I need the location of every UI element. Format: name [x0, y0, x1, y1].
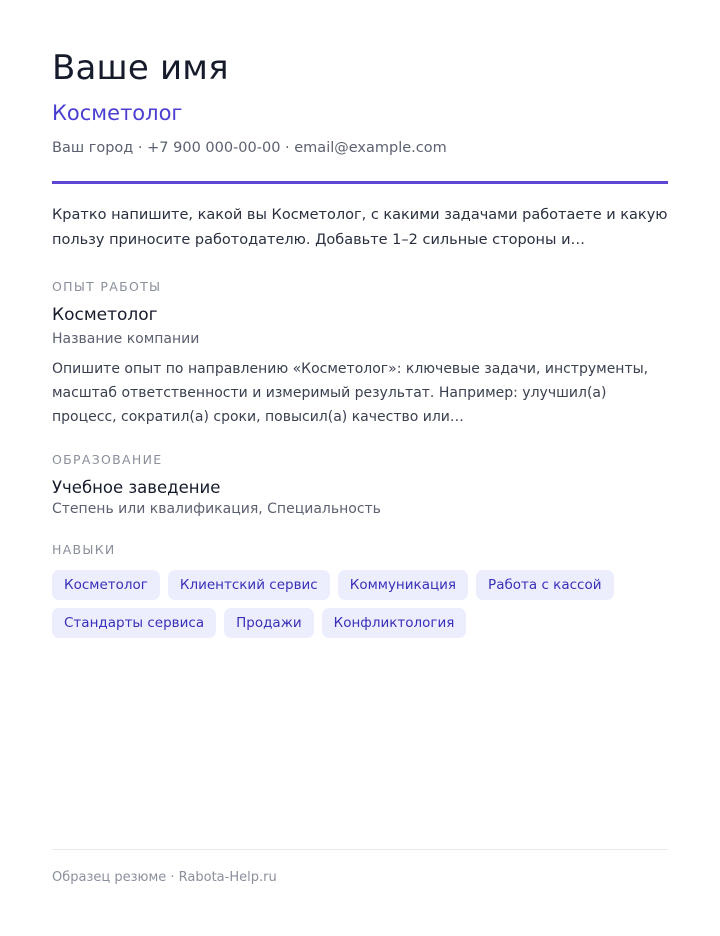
skill-chip: Продажи	[224, 608, 314, 638]
header-divider	[52, 181, 668, 184]
job-title: Косметолог	[52, 305, 158, 325]
skill-chip: Коммуникация	[338, 570, 468, 600]
skill-chip: Работа с кассой	[476, 570, 613, 600]
education-institution: Учебное заведение	[52, 478, 221, 497]
company-name: Название компании	[52, 331, 200, 347]
skills-list	[52, 570, 668, 638]
experience-section-title: ОПЫТ РАБОТЫ	[52, 279, 162, 294]
footer-divider	[52, 849, 668, 850]
contact-line: Ваш город · +7 900 000-00-00 · email@example.com	[52, 140, 447, 156]
skill-chip: Косметолог	[52, 570, 160, 600]
education-degree: Степень или квалификация, Специальность	[52, 501, 381, 517]
education-section-title: ОБРАЗОВАНИЕ	[52, 452, 163, 467]
footer-text: Образец резюме · Rabota-Help.ru	[52, 870, 277, 885]
skill-chip: Клиентский сервис	[168, 570, 330, 600]
resume-page	[52, 0, 668, 936]
candidate-role: Косметолог	[52, 101, 183, 125]
job-description: Опишите опыт по направлению «Косметолог»: ключевые задачи, инструменты, масштаб ответственности и измеримый результат. Например: улучшил(а) процесс, сократил(а) сроки, повысил(а) качество или…	[52, 361, 649, 425]
skill-chip: Стандарты сервиса	[52, 608, 216, 638]
candidate-name: Ваше имя	[52, 48, 229, 88]
skills-section-title: НАВЫКИ	[52, 542, 116, 557]
skill-chip: Конфликтология	[322, 608, 467, 638]
summary-text: Кратко напишите, какой вы Косметолог, с какими задачами работаете и какую пользу приносите работодателю. Добавьте 1–2 сильные стороны и…	[52, 207, 668, 248]
